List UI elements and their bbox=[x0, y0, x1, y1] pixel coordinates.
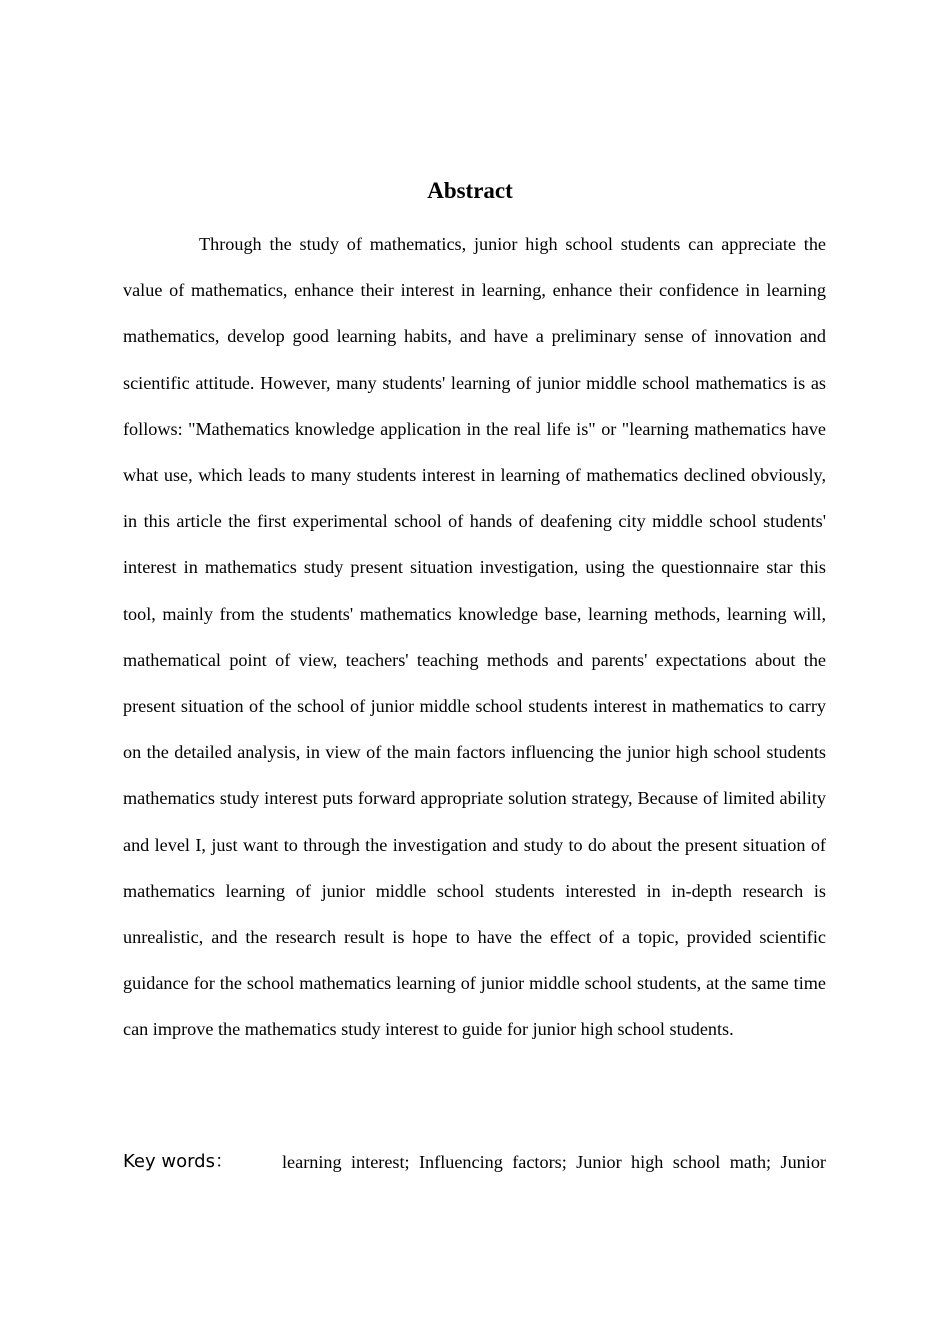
keywords-line bbox=[123, 1146, 826, 1178]
abstract-paragraph: Through the study of mathematics, junior high school students can appreciate the value of mathematics, enhance their interest in learning, enhance their confidence in learning mathematics, develop good learning habits, and have a preliminary sense of innovation and scientific attitude. However, many students' learning of junior middle school mathematics is as follows: "Mathematics knowledge application in the real life is" or "learning mathematics have what use, which leads to many students interest in learning of mathematics declined obviously, in this article the first experimental school of hands of deafening city middle school students' interest in mathematics study present situation investigation, using the questionnaire star this tool, mainly from the students' mathematics knowledge base, learning methods, learning will, mathematical point of view, teachers' teaching methods and parents' expectations about the present situation of the school of junior middle school students interest in mathematics to carry on the detailed analysis, in view of the main factors influencing the junior high school students mathematics study interest puts forward appropriate solution strategy, Because of limited ability and level I, just want to through the investigation and study to do about the present situation of mathematics learning of junior middle school students interested in in-depth research is unrealistic, and the research result is hope to have the effect of a topic, provided scientific guidance for the school mathematics learning of junior middle school students, at the same time can improve the mathematics study interest to guide for junior high school students. bbox=[123, 234, 826, 1040]
keywords-label: Key words： bbox=[123, 1151, 233, 1172]
abstract-title: Abstract bbox=[427, 178, 513, 203]
keywords-values: learning interest; Influencing factors; Junior high school math; Junior bbox=[282, 1152, 826, 1172]
